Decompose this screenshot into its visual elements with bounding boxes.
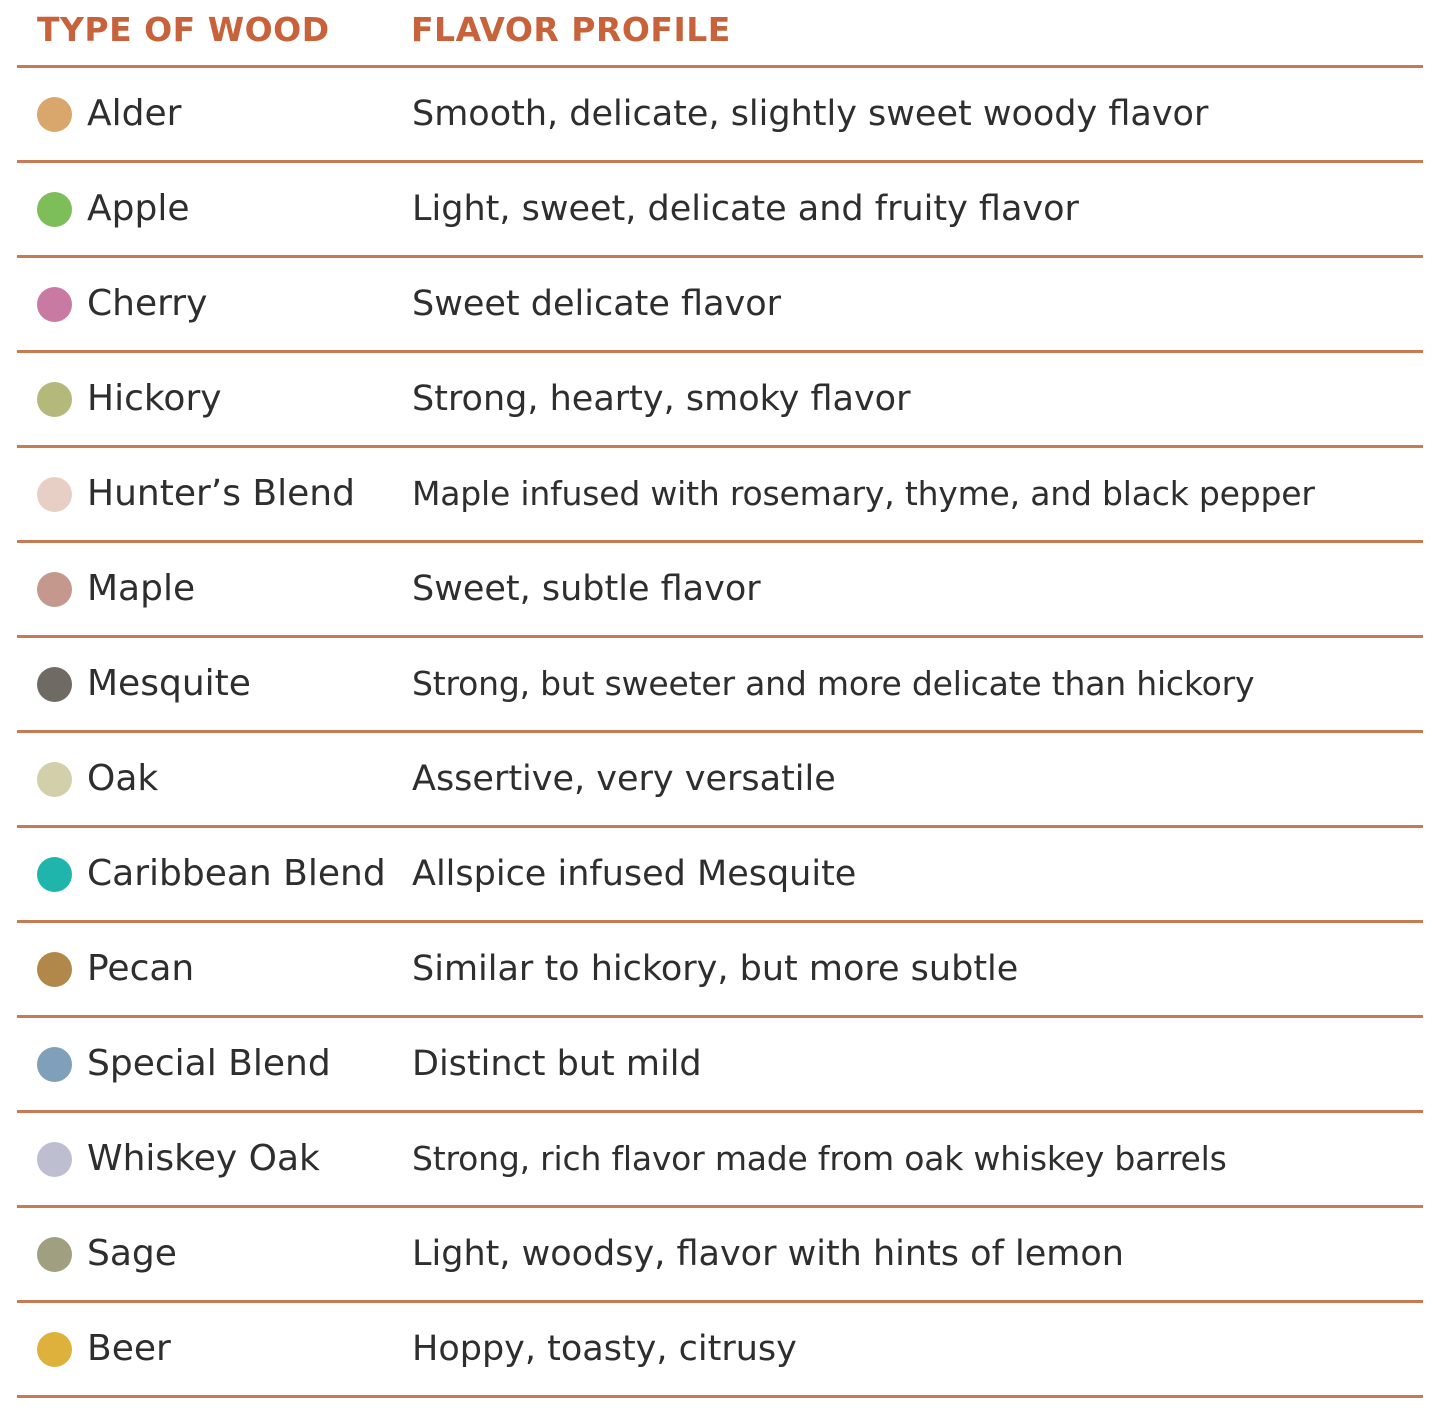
flavor-profile: Maple infused with rosemary, thyme, and black pepper <box>412 474 1315 513</box>
table-row <box>17 1208 1423 1303</box>
flavor-profile: Hoppy, toasty, citrusy <box>412 1329 797 1369</box>
wood-name: Oak <box>87 758 159 799</box>
table-row <box>17 258 1423 353</box>
wood-name: Cherry <box>87 283 208 324</box>
table-header <box>17 0 1423 68</box>
flavor-profile: Strong, hearty, smoky flavor <box>412 379 911 419</box>
color-dot-icon <box>37 477 72 512</box>
table-row <box>17 448 1423 543</box>
color-dot-icon <box>37 1047 72 1082</box>
flavor-profile: Assertive, very versatile <box>412 759 836 799</box>
wood-name: Alder <box>87 93 182 134</box>
flavor-profile: Sweet delicate flavor <box>412 284 782 324</box>
color-dot-icon <box>37 1332 72 1367</box>
color-dot-icon <box>37 667 72 702</box>
wood-flavor-table <box>17 0 1423 1398</box>
table-row <box>17 353 1423 448</box>
table-row <box>17 733 1423 828</box>
table-row <box>17 638 1423 733</box>
color-dot-icon <box>37 287 72 322</box>
table-row <box>17 1113 1423 1208</box>
wood-name: Pecan <box>87 948 195 989</box>
flavor-profile: Distinct but mild <box>412 1044 702 1084</box>
wood-name: Apple <box>87 188 190 229</box>
flavor-profile: Strong, rich flavor made from oak whiskey barrels <box>412 1139 1227 1178</box>
color-dot-icon <box>37 97 72 132</box>
flavor-profile: Similar to hickory, but more subtle <box>412 949 1019 989</box>
flavor-profile: Strong, but sweeter and more delicate than hickory <box>412 664 1255 703</box>
wood-name: Special Blend <box>87 1043 331 1084</box>
color-dot-icon <box>37 192 72 227</box>
table-row <box>17 828 1423 923</box>
color-dot-icon <box>37 1237 72 1272</box>
wood-name: Sage <box>87 1233 177 1274</box>
wood-name: Beer <box>87 1328 171 1369</box>
flavor-profile: Light, woodsy, flavor with hints of lemon <box>412 1234 1124 1274</box>
table-row <box>17 1303 1423 1398</box>
flavor-profile: Allspice infused Mesquite <box>412 854 857 894</box>
color-dot-icon <box>37 952 72 987</box>
wood-name: Hunter’s Blend <box>87 473 355 514</box>
color-dot-icon <box>37 382 72 417</box>
wood-name: Whiskey Oak <box>87 1138 320 1179</box>
flavor-profile: Light, sweet, delicate and fruity flavor <box>412 189 1079 229</box>
color-dot-icon <box>37 572 72 607</box>
table-body <box>17 68 1423 1398</box>
header-type-of-wood: TYPE OF WOOD <box>37 10 330 49</box>
color-dot-icon <box>37 1142 72 1177</box>
table-row <box>17 543 1423 638</box>
wood-name: Caribbean Blend <box>87 853 386 894</box>
header-flavor-profile: FLAVOR PROFILE <box>411 10 731 49</box>
flavor-profile: Sweet, subtle flavor <box>412 569 761 609</box>
flavor-profile: Smooth, delicate, slightly sweet woody flavor <box>412 94 1209 134</box>
table-row <box>17 163 1423 258</box>
wood-name: Mesquite <box>87 663 251 704</box>
wood-name: Maple <box>87 568 196 609</box>
wood-name: Hickory <box>87 378 222 419</box>
color-dot-icon <box>37 857 72 892</box>
table-row <box>17 68 1423 163</box>
table-row <box>17 1018 1423 1113</box>
table-row <box>17 923 1423 1018</box>
color-dot-icon <box>37 762 72 797</box>
